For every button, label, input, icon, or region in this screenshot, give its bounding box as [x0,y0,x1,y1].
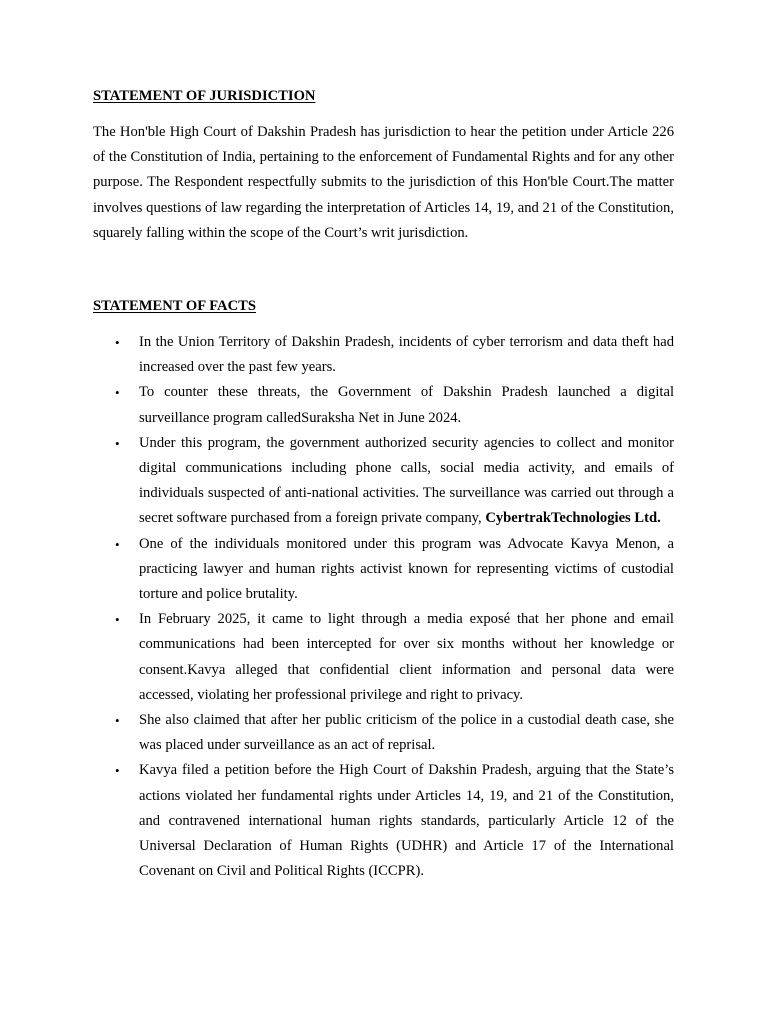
bullet-icon: • [115,612,120,628]
fact-text: To counter these threats, the Government of Dakshin Pradesh launched a digital surveillance program calledSuraksha Net in June 2024. [139,384,674,426]
list-item [93,758,674,884]
list-item [93,708,674,758]
bullet-icon: • [115,713,120,729]
bullet-icon: • [115,763,120,779]
fact-text: She also claimed that after her public criticism of the police in a custodial death case, she was placed under surveillance as an act of reprisal. [139,712,674,754]
jurisdiction-heading: STATEMENT OF JURISDICTION [93,88,316,104]
list-item [93,431,674,532]
fact-text: In February 2025, it came to light through a media exposé that her phone and email communications had been intercepted for over six months without her knowledge or consent.Kavya alleged that confidential client information and personal data were accessed, violating her professional privilege and right to privacy. [139,611,674,703]
jurisdiction-paragraph: The Hon'ble High Court of Dakshin Pradesh has jurisdiction to hear the petition under Article 226 of the Constitution of India, pertaining to the enforcement of Fundamental Rights and for any other purpose. The Respondent respectfully submits to the jurisdiction of this Hon'ble Court.The matter involves questions of law regarding the interpretation of Articles 14, 19, and 21 of the Constitution, squarely falling within the scope of the Court’s writ jurisdiction. [93,124,674,241]
list-item [93,330,674,380]
bullet-icon: • [115,335,120,351]
company-name: CybertrakTechnologies Ltd. [485,510,661,527]
facts-list [93,330,674,884]
fact-text: Kavya filed a petition before the High Court of Dakshin Pradesh, arguing that the State’s actions violated her fundamental rights under Articles 14, 19, and 21 of the Constitution, and contravened international human rights standards, particularly Article 12 of the Universal Declaration of Human Rights (UDHR) and Article 17 of the International Covenant on Civil and Political Rights (ICCPR). [139,762,674,880]
list-item [93,607,674,708]
bullet-icon: • [115,385,120,401]
fact-text: Under this program, the government authorized security agencies to collect and monitor digital communications including phone calls, social media activity, and emails of individuals suspected of anti-national activities. The surveillance was carried out through a secret software purchased from a foreign private company, [139,434,674,527]
fact-text: One of the individuals monitored under this program was Advocate Kavya Menon, a practicing lawyer and human rights activist known for representing victims of custodial torture and police brutality. [139,535,674,603]
list-item [93,532,674,608]
list-item [93,380,674,430]
document-page [93,86,674,884]
facts-heading: STATEMENT OF FACTS [93,298,256,315]
bullet-icon: • [115,536,120,552]
bullet-icon: • [115,435,120,451]
fact-text: In the Union Territory of Dakshin Pradesh, incidents of cyber terrorism and data theft had increased over the past few years. [139,334,674,376]
